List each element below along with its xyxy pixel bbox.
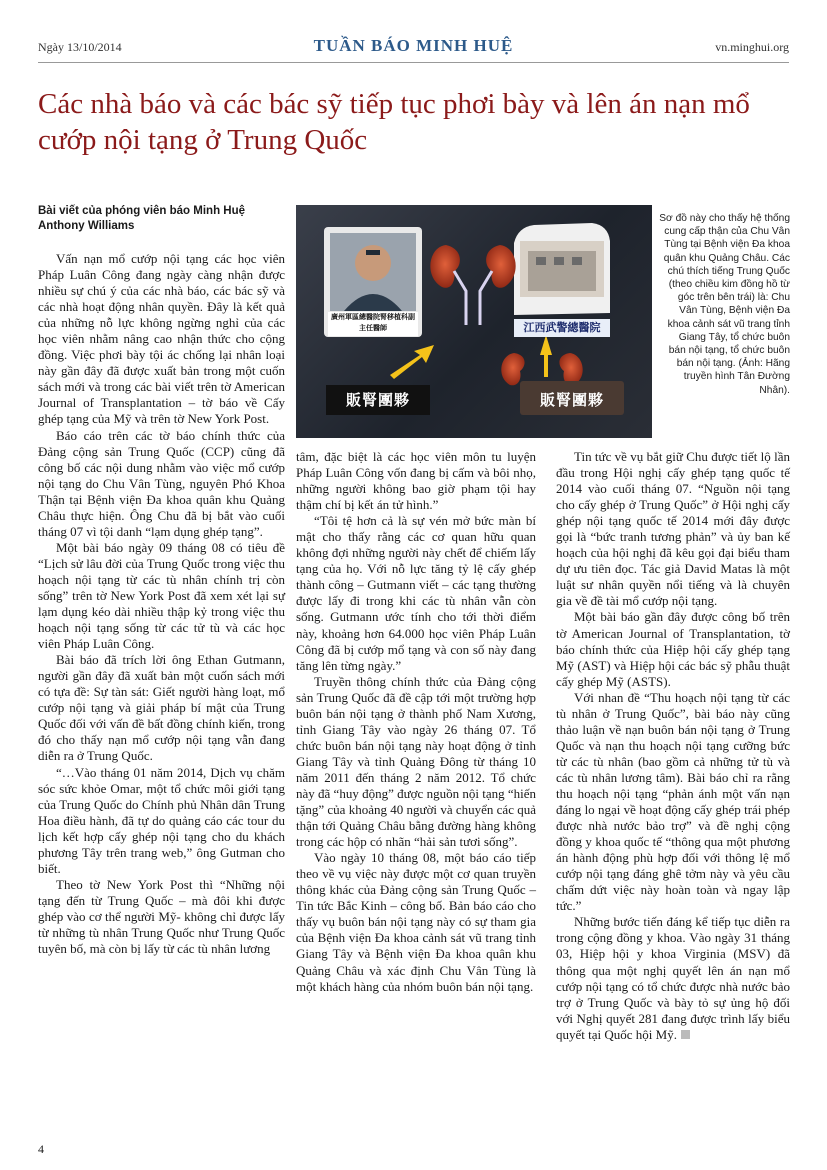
paragraph: Báo cáo trên các tờ báo chính thức của Đảng cộng sản Trung Quốc (CCP) cũng đã công bố các nội dung nhằm vào việc mổ cướp nội tạng do Chu Vân Tùng, nguyên Phó Khoa Thận tại Bệnh viện Đa khoa quân khu Quảng Châu thực hiện. Ông Chu đã bị bắt vào cuối tháng 07 vì tội danh “lạm dụng ghép tạng”. bbox=[38, 427, 285, 539]
paragraph: Truyền thông chính thức của Đảng cộng sản Trung Quốc đã đề cập tới một trường hợp buôn bán nội tạng ở thành phố Nam Xương, tỉnh Giang Tây vào ngày 26 tháng 07. Tổ chức buôn bán nội tạng này hoạt động ở tỉnh Giang Tây và tỉnh Quảng Đông từ tháng 10 năm 2011 đến tháng 2 năm 2012. Tổ chức này đã “huy động” được nguồn nội tạng “hiến tặng” của khoảng 40 người và chuyển các quả thận tới Quảng Châu bằng đường hàng không trong các hộp có nhãn “hải sản tươi sống”. bbox=[296, 673, 536, 850]
photo-label-left: 廣州軍區總醫院腎移植科副主任醫師 bbox=[328, 312, 418, 336]
article-column-2 bbox=[296, 449, 536, 995]
issue-date: Ngày 13/10/2014 bbox=[38, 40, 122, 54]
paragraph: tâm, đặc biệt là các học viên môn tu luyện Pháp Luân Công vốn đang bị cấm và bôi nhọ, những người không bao giờ phạm tội hay thậm chí bị kết án tử hình.” bbox=[296, 449, 536, 513]
photo-caption: Sơ đồ này cho thấy hệ thống cung cấp thận của Chu Vân Tùng tại Bệnh viện Đa khoa quân khu Quảng Châu. Các chú thích tiếng Trung Quốc (theo chiều kim đồng hồ từ góc trên bên trái) là: Chu Vân Tùng, Bệnh viện Đa khoa cảnh sát vũ trang tỉnh Giang Tây, tổ chức buôn bán nội tạng, tổ chức buôn bán nội tạng. (Ảnh: Hãng truyền hình Tân Đường Nhân). bbox=[659, 213, 790, 396]
photo-badge-right: 販腎團夥 bbox=[539, 391, 604, 409]
end-of-article-icon bbox=[681, 1030, 690, 1039]
publication-name: TUẦN BÁO MINH HUỆ bbox=[313, 36, 514, 55]
photo-label-right: 江西武警總醫院 bbox=[514, 319, 610, 337]
paragraph: “Tôi tệ hơn cả là sự vén mở bức màn bí mật cho thấy rằng các cơ quan hữu quan không đợi những người này chết để chiếm lấy tạng của họ. Với nỗ lực tăng tỷ lệ cấy ghép thành công – Gutmann viết – các tạng thường được lấy đi trong khi các tù nhân vẫn còn sống. Gutmann ước tính cho tới thời điểm này, khoảng hơn 64.000 học viên Pháp Luân Công đã bị cướp mổ tạng và con số này đang tăng lên từng ngày.” bbox=[296, 513, 536, 673]
byline-source: Bài viết của phóng viên báo Minh Huệ bbox=[38, 205, 246, 217]
paragraph-text: Những bước tiến đáng kể tiếp tục diễn ra trong cộng đồng y khoa. Vào ngày 31 tháng 03, Hiệp hội y khoa Virginia (MSV) đã thông qua một nghị quyết lên án nạn mổ cướp nội tạng có tổ chức được nhà nước bảo trợ ở Trung Quốc và bày tỏ sự ủng hộ đối với Nghị quyết 281 đang được trình lấy biểu quyết tại Quốc hội Mỹ. bbox=[556, 914, 790, 1042]
paragraph: Bài báo đã trích lời ông Ethan Gutmann, người gần đây đã xuất bản một cuốn sách mới có tựa đề: Sự tàn sát: Giết người hàng loạt, mổ cướp nội tạng và giải pháp bí mật của Trung Quốc đối với vấn đề bất đồng chính kiến, trong đó cho thấy nạn mổ cướp nội tạng vẫn đang diễn ra ở Trung Quốc. bbox=[38, 652, 285, 764]
paragraph: Theo tờ New York Post thì “Những nội tạng đến từ Trung Quốc – mà đôi khi được ghép vào cơ thể người Mỹ- không chỉ được lấy từ những tù nhân Trung Quốc như Trung Quốc tuyên bố, mà còn bị lấy từ các tù nhân lương bbox=[38, 876, 285, 957]
page-header bbox=[38, 36, 789, 58]
byline-author: Anthony Williams bbox=[38, 220, 135, 232]
page-number: 4 bbox=[38, 1142, 44, 1156]
paragraph: Một bài báo gần đây được công bố trên tờ American Journal of Transplantation, tờ báo chính thức của Hiệp hội cấy ghép tạng Mỹ (AST) và Hiệp hội các bác sỹ phẫu thuật cấy ghép Mỹ (ASTS). bbox=[556, 609, 790, 689]
article-photo bbox=[296, 205, 652, 438]
paragraph: Một bài báo ngày 09 tháng 08 có tiêu đề “Lịch sử lâu đời của Trung Quốc trong việc thu hoạch nội tạng từ các tù nhân chính trị còn sống” trên tờ New York Post đã xem xét lại sự lạm dụng kéo dài nhiều thập kỷ trong việc thu hoạch nội tạng sống từ các tử tù và các học viên Pháp Luân Công. bbox=[38, 539, 285, 652]
article-title: Các nhà báo và các bác sỹ tiếp tục phơi bày và lên án nạn mổ cướp nội tạng ở Trung Quốc bbox=[38, 88, 750, 156]
paragraph: “…Vào tháng 01 năm 2014, Dịch vụ chăm sóc sức khỏe Omar, một tổ chức môi giới tạng của Trung Quốc do Chính phủ Nhân dân Trung Hoa điều hành, đã tự do quảng cáo các tour du lịch kết hợp cấy ghép nội tạng cho du khách phương Tây trên trang web,” ông Gutman cho biết. bbox=[38, 764, 285, 876]
site-url: vn.minghui.org bbox=[715, 40, 789, 54]
paragraph: Vào ngày 10 tháng 08, một báo cáo tiếp theo về vụ việc này được một cơ quan truyền thông khác của Đảng cộng sản Trung Quốc – Tin tức Bắc Kinh – công bố. Bản báo cáo cho thấy vụ buôn bán nội tạng này có sự tham gia của Bệnh viện Đa khoa cảnh sát vũ trang tỉnh Giang Tây và Bệnh viện Đa khoa quân khu Quảng Châu và xác định Chu Vân Tùng là một khách hàng của nhóm buôn bán nội tạng. bbox=[296, 850, 536, 994]
article-column-3 bbox=[556, 449, 790, 1043]
paragraph: Với nhan đề “Thu hoạch nội tạng từ các tù nhân ở Trung Quốc”, bài báo này cũng thảo luận về nạn buôn bán nội tạng ở Trung Quốc và nạn thu hoạch nội tạng cưỡng bức từ các tù nhân (bao gồm cả những tử tù và các tù nhân lương tâm). Bài báo chỉ ra rằng thu hoạch nội tạng “phản ánh một vấn nạn đáng lo ngại về hoạt động cấy ghép trái phép được nhà nước bảo trợ” và đề nghị cộng đồng y khoa quốc tế “thông qua một phương án hành động phù hợp đối với thông lệ mổ cướp nội tạng đáng ghê tởm này và yêu cầu chấm dứt việc này hoàn toàn và ngay lập tức.” bbox=[556, 689, 790, 914]
article-column-1 bbox=[38, 251, 285, 957]
photo-badge-left: 販腎團夥 bbox=[326, 385, 430, 415]
paragraph bbox=[556, 914, 790, 1042]
byline bbox=[38, 204, 283, 234]
header-divider bbox=[38, 62, 789, 63]
paragraph: Vấn nạn mổ cướp nội tạng các học viên Pháp Luân Công đang ngày càng nhận được nhiều sự chú ý của các nhà báo, các bác sỹ và các nhà hoạt động nhân quyền. Đây là kết quả của những nỗ lực không ngừng nghỉ của các học viên nhằm nâng cao nhận thức cho cộng đồng. Việc phơi bày tội ác chống lại nhân loại này gần đây đã được xuất bản trong một cuốn sách mới và trong các bài viết trên tờ American Journal of Transplantation – tờ báo về Cấy ghép tạng của Mỹ và trên tờ New York Post. bbox=[38, 251, 285, 427]
paragraph: Tin tức về vụ bắt giữ Chu được tiết lộ lần đầu trong Hội nghị cấy ghép tạng quốc tế 2014 vào cuối tháng 07. “Nguồn nội tạng cho cấy ghép ở Trung Quốc” ở Hội nghị cấy ghép nội tạng quốc tế 2014 mới đây được gọi là “bức tranh tương phản” và ủy ban kế hoạch của hội nghị đã kêu gọi đại biểu tham dự ưu tiên đọc. Tác giả David Matas là một luật sư nhân quyền nổi tiếng và là chuyên gia về đề tài mổ cướp nội tạng. bbox=[556, 449, 790, 609]
